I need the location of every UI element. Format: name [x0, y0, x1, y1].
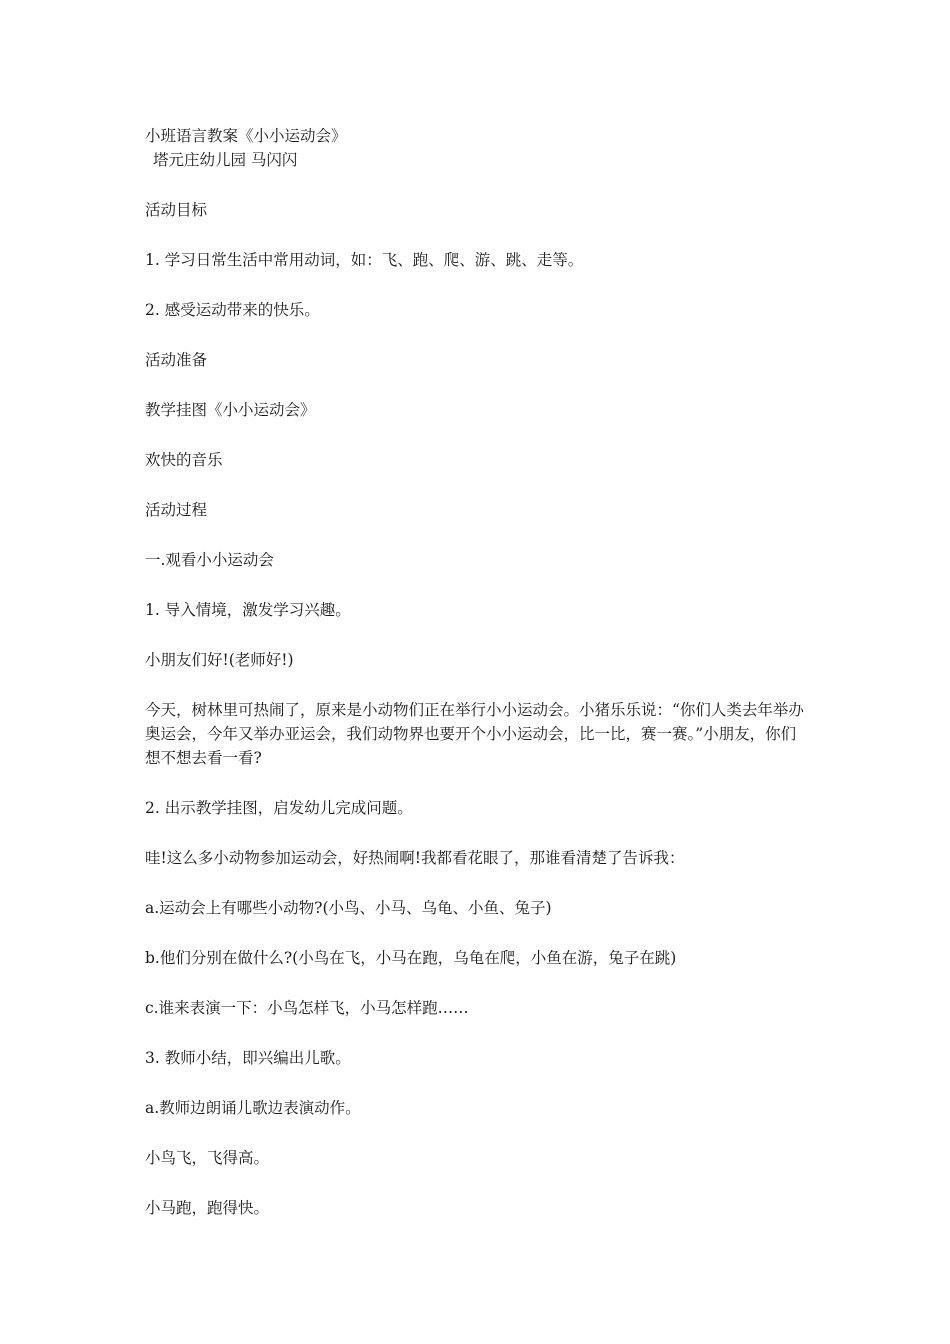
heading-activity-goals: 活动目标 [145, 201, 208, 219]
paragraph-section-1: 一.观看小小运动会 [145, 551, 274, 569]
paragraph-teacher-recite: a.教师边朗诵儿歌边表演动作。 [145, 1099, 361, 1117]
paragraph-question-c: c.谁来表演一下：小鸟怎样飞，小马怎样跑…… [145, 999, 469, 1017]
document-title: 小班语言教案《小小运动会》 [145, 127, 347, 145]
heading-activity-prep: 活动准备 [145, 351, 208, 369]
paragraph-question-b: b.他们分别在做什么?(小鸟在飞，小马在跑，乌龟在爬，小鱼在游，兔子在跳) [145, 949, 677, 967]
paragraph-prompt: 哇!这么多小动物参加运动会，好热闹啊!我都看花眼了，那谁看清楚了告诉我： [145, 849, 685, 867]
paragraph-story: 今天，树林里可热闹了，原来是小动物们正在举行小小运动会。小猪乐乐说：“你们人类去年举办奥运会，今年又举办亚运会，我们动物界也要开个小小运动会，比一比，赛一赛。”小朋友，你们想不想去看一看? [145, 701, 804, 767]
paragraph-prep-2: 欢快的音乐 [145, 451, 223, 469]
paragraph-rhyme-1: 小鸟飞，飞得高。 [145, 1149, 270, 1167]
paragraph-step-2: 2. 出示教学挂图，启发幼儿完成问题。 [145, 799, 413, 817]
document-author: 塔元庄幼儿园 马闪闪 [153, 151, 298, 169]
paragraph-step-3: 3. 教师小结，即兴编出儿歌。 [145, 1049, 351, 1067]
paragraph-question-a: a.运动会上有哪些小动物?(小鸟、小马、乌龟、小鱼、兔子) [145, 899, 552, 917]
paragraph-greeting: 小朋友们好!(老师好!) [145, 651, 294, 669]
document-body [145, 124, 810, 1220]
heading-activity-process: 活动过程 [145, 501, 208, 519]
paragraph-rhyme-2: 小马跑，跑得快。 [145, 1199, 270, 1217]
paragraph-step-1: 1. 导入情境，激发学习兴趣。 [145, 601, 351, 619]
paragraph-goal-2: 2. 感受运动带来的快乐。 [145, 301, 320, 319]
paragraph-prep-1: 教学挂图《小小运动会》 [145, 401, 316, 419]
paragraph-goal-1: 1. 学习日常生活中常用动词，如：飞、跑、爬、游、跳、走等。 [145, 251, 584, 269]
